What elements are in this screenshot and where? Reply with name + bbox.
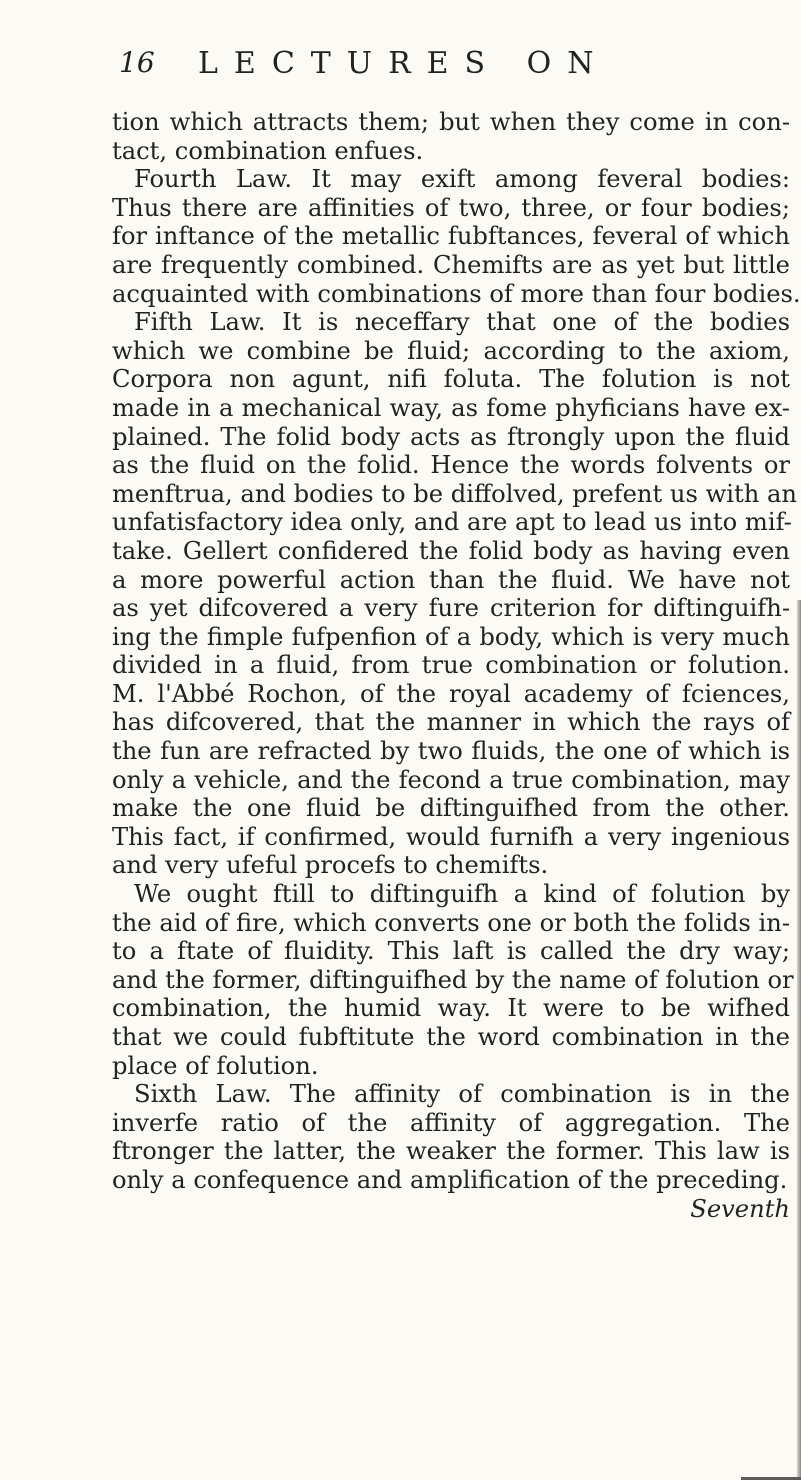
text-line: the fun are refracted by two fluids, the one of which is bbox=[112, 737, 790, 766]
text-line: has difcovered, that the manner in which the rays of bbox=[112, 708, 790, 737]
text-line: as yet difcovered a very fure criterion for diftinguifh- bbox=[112, 594, 790, 623]
text-line: and the former, diftinguifhed by the name of folution or bbox=[112, 965, 794, 994]
text-line: tact, combination enfues. bbox=[112, 136, 424, 165]
page-number: 16 bbox=[119, 46, 155, 79]
text-line: are frequently combined. Chemifts are as yet but little bbox=[112, 250, 790, 279]
text-line: tion which attracts them; but when they come in con- bbox=[112, 108, 790, 136]
body-text bbox=[112, 108, 801, 1223]
text-line: combination, the humid way. It were to be wifhed bbox=[112, 994, 790, 1023]
text-line: and very ufeful procefs to chemifts. bbox=[112, 851, 549, 880]
text-line: ftronger the latter, the weaker the former. This law is bbox=[112, 1137, 790, 1166]
text-line: make the one fluid be diftinguifhed from the other. bbox=[112, 794, 790, 823]
text-line: acquainted with combinations of more than four bodies. bbox=[112, 279, 801, 308]
catchword-text: Seventh bbox=[690, 1194, 790, 1223]
text-line: M. l'Abbé Rochon, of the royal academy of fciences, bbox=[112, 679, 790, 708]
page-edge-shadow bbox=[797, 600, 801, 1480]
text-line: as the fluid on the folid. Hence the words folvents or bbox=[112, 451, 790, 480]
text-line: unfatisfactory idea only, and are apt to lead us into mif- bbox=[112, 508, 792, 537]
text-line: inverfe ratio of the affinity of aggregation. The bbox=[112, 1108, 790, 1137]
text-line: the aid of fire, which converts one or both the folids in- bbox=[112, 908, 790, 937]
text-line: for inftance of the metallic fubftances, feveral of which bbox=[112, 222, 790, 251]
text-line: Fourth Law. It may exift among feveral bodies: bbox=[134, 165, 790, 194]
text-line: plained. The folid body acts as ftrongly upon the fluid bbox=[112, 422, 790, 451]
text-line: Sixth Law. The affinity of combination is in the bbox=[134, 1080, 790, 1109]
text-line: menftrua, and bodies to be diffolved, prefent us with an bbox=[112, 479, 797, 508]
text-line: ing the fimple fufpenfion of a body, which is very much bbox=[112, 622, 790, 651]
text-line: Thus there are affinities of two, three, or four bodies; bbox=[112, 193, 790, 222]
text-line: Fifth Law. It is neceffary that one of the bodies bbox=[134, 308, 790, 337]
text-line: This fact, if confirmed, would furnifh a very ingenious bbox=[112, 822, 790, 851]
text-line: We ought ftill to diftinguifh a kind of folution by bbox=[134, 880, 790, 909]
text-line: to a ftate of fluidity. This laft is called the dry way; bbox=[112, 937, 790, 966]
text-line: take. Gellert confidered the folid body as having even bbox=[112, 536, 790, 565]
text-line: only a vehicle, and the fecond a true combination, may bbox=[112, 765, 790, 794]
running-head: LECTURES ON bbox=[198, 46, 610, 81]
text-line: place of folution. bbox=[112, 1051, 319, 1080]
text-line: divided in a fluid, from true combination or folution. bbox=[112, 651, 790, 680]
text-line: that we could fubftitute the word combination in the bbox=[112, 1023, 790, 1051]
text-line: only a confequence and amplification of the preceding. bbox=[112, 1165, 788, 1194]
text-line: which we combine be fluid; according to the axiom, bbox=[112, 336, 790, 365]
text-line: made in a mechanical way, as fome phyficians have ex- bbox=[112, 393, 790, 422]
text-line: a more powerful action than the fluid. We have not bbox=[112, 565, 790, 594]
catchword bbox=[112, 1195, 790, 1224]
text-line: Corpora non agunt, nifi foluta. The folution is not bbox=[112, 365, 790, 394]
